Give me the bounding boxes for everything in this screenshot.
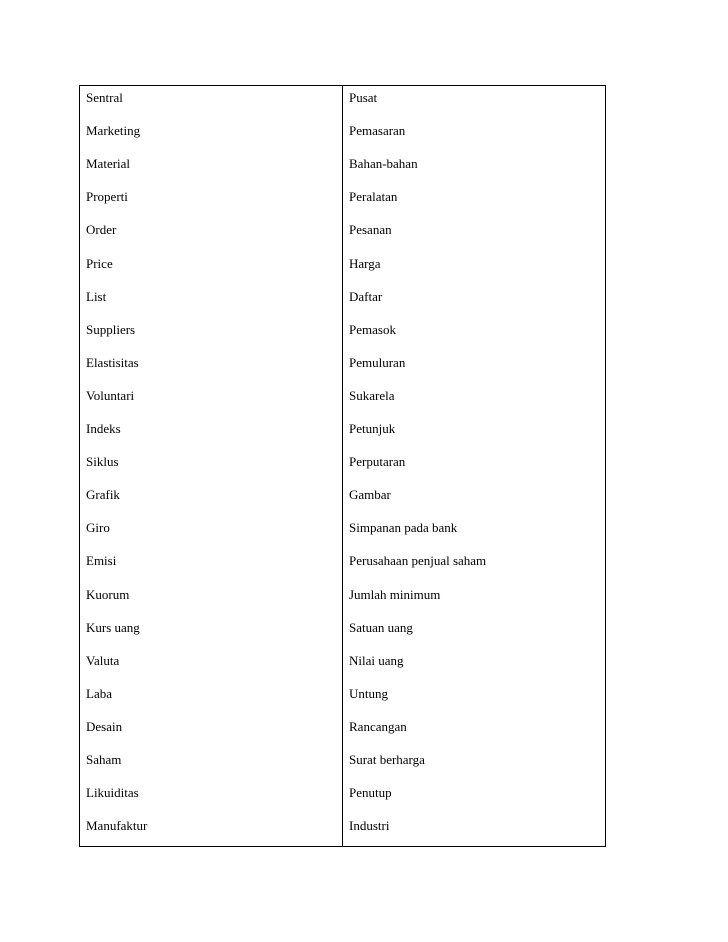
meaning-cell: Perputaran xyxy=(349,454,406,470)
meaning-cell: Pemasaran xyxy=(349,123,406,139)
term-cell: Manufaktur xyxy=(86,818,148,834)
meaning-cell: Peralatan xyxy=(349,189,398,205)
table-row xyxy=(80,155,605,188)
meaning-cell: Daftar xyxy=(349,288,383,304)
term-cell: Giro xyxy=(86,520,110,536)
term-cell: Order xyxy=(86,222,117,238)
term-cell: Emisi xyxy=(86,553,117,569)
term-cell: Marketing xyxy=(86,123,141,139)
meaning-cell: Pesanan xyxy=(349,222,392,238)
meaning-cell: Nilai uang xyxy=(349,652,404,668)
table-row xyxy=(80,784,605,817)
meaning-cell: Perusahaan penjual saham xyxy=(349,553,487,569)
term-cell: Laba xyxy=(86,685,112,701)
meaning-cell: Harga xyxy=(349,255,381,271)
term-cell: Grafik xyxy=(86,487,120,503)
meaning-cell: Industri xyxy=(349,818,390,834)
table-row xyxy=(80,321,605,354)
term-cell: Suppliers xyxy=(86,321,136,337)
meaning-cell: Simpanan pada bank xyxy=(349,520,458,536)
table-row xyxy=(80,89,605,122)
term-cell: Elastisitas xyxy=(86,354,139,370)
table-row xyxy=(80,486,605,519)
term-cell: Saham xyxy=(86,752,122,767)
table-row xyxy=(80,751,605,784)
meaning-cell: Jumlah minimum xyxy=(349,586,441,602)
meaning-cell: Rancangan xyxy=(349,718,407,734)
table-row xyxy=(80,619,605,652)
term-cell: Voluntari xyxy=(86,387,135,403)
term-cell: Desain xyxy=(86,718,123,734)
term-cell: Valuta xyxy=(86,652,120,668)
table-row xyxy=(80,420,605,453)
term-cell: List xyxy=(86,288,107,304)
meaning-cell: Pemuluran xyxy=(349,354,406,370)
term-cell: Price xyxy=(86,255,113,271)
table-row xyxy=(80,122,605,155)
table-row xyxy=(80,387,605,420)
table-row xyxy=(80,221,605,254)
meaning-cell: Bahan-bahan xyxy=(349,156,418,172)
glossary-table xyxy=(79,85,606,847)
term-cell: Siklus xyxy=(86,454,119,470)
meaning-cell: Penutup xyxy=(349,785,392,801)
term-cell: Properti xyxy=(86,189,128,205)
term-cell: Material xyxy=(86,156,131,172)
term-cell: Likuiditas xyxy=(86,785,139,801)
table-row xyxy=(80,552,605,585)
table-row xyxy=(80,685,605,718)
meaning-cell: Untung xyxy=(349,685,388,701)
meaning-cell: Gambar xyxy=(349,487,391,503)
table-row xyxy=(80,288,605,321)
meaning-cell: Pemasok xyxy=(349,321,396,337)
term-cell: Indeks xyxy=(86,421,121,436)
table-row xyxy=(80,453,605,486)
meaning-cell: Satuan uang xyxy=(349,619,413,635)
meaning-cell: Pusat xyxy=(349,90,378,105)
meaning-cell: Sukarela xyxy=(349,387,395,403)
table-row xyxy=(80,519,605,552)
table-row xyxy=(80,718,605,751)
term-cell: Sentral xyxy=(86,90,123,105)
table-row xyxy=(80,354,605,387)
table-row xyxy=(80,188,605,221)
term-cell: Kurs uang xyxy=(86,619,140,635)
table-row xyxy=(80,255,605,288)
meaning-cell: Petunjuk xyxy=(349,421,396,436)
table-row xyxy=(80,652,605,685)
meaning-cell: Surat berharga xyxy=(349,752,425,767)
table-row xyxy=(80,586,605,619)
table-row xyxy=(80,817,605,850)
term-cell: Kuorum xyxy=(86,586,130,602)
